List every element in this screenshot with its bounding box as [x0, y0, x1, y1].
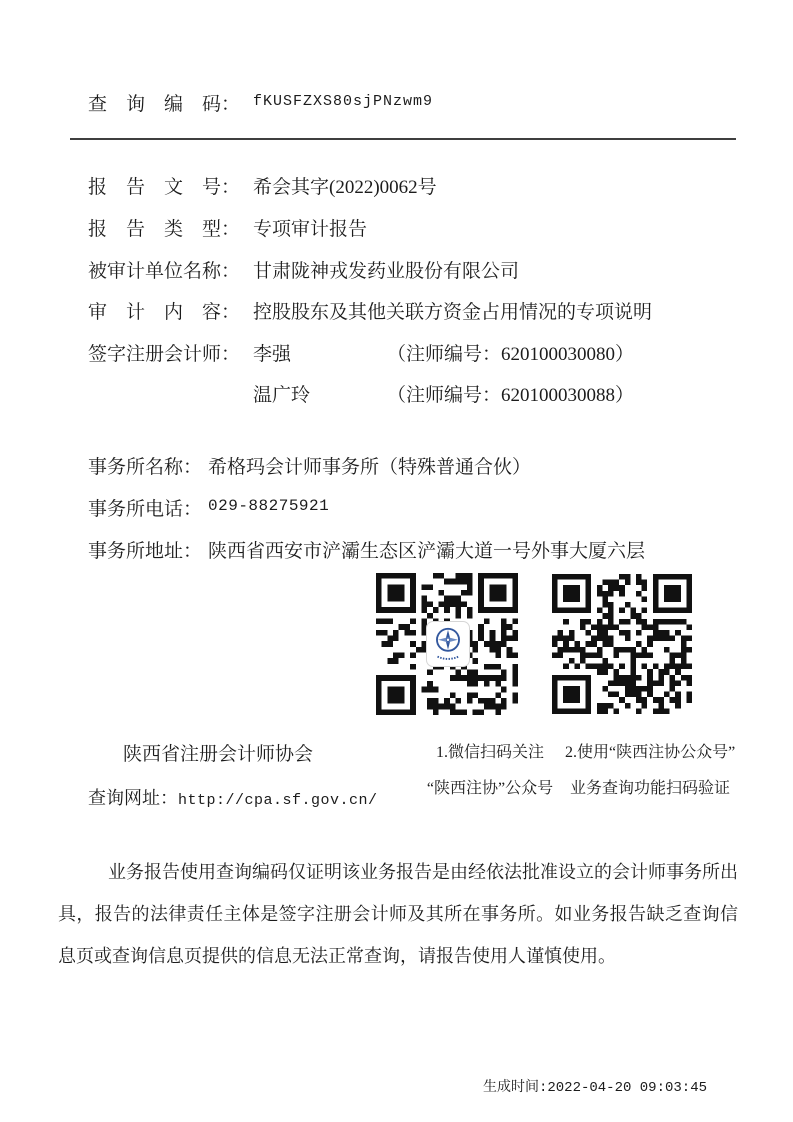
accountant-license: （注师编号：620100030088）	[387, 385, 635, 406]
disclaimer-line-2: 具，报告的法律责任主体是签字注册会计师及其所在事务所。如业务报告缺乏查询信	[58, 904, 738, 924]
audit-content-value: 控股股东及其他关联方资金占用情况的专项说明	[253, 302, 653, 323]
firm-address-row	[88, 536, 645, 560]
audit-content-label: 审计内容	[88, 302, 221, 323]
firm-name-row	[88, 452, 531, 476]
qr2-caption-line2: 业务查询功能扫码验证	[569, 780, 730, 797]
audited-entity-label: 被审计单位名称	[88, 261, 222, 282]
report-type-colon: ：	[221, 219, 241, 240]
report-type-value: 专项审计报告	[253, 219, 368, 240]
query-url-line	[88, 784, 378, 810]
verification-qr-code	[552, 574, 692, 714]
firm-name-value: 希格玛会计师事务所（特殊普通合伙）	[208, 457, 532, 478]
query-url-label: 查询网址：	[88, 788, 178, 808]
audit-content-colon: ：	[221, 302, 241, 323]
signing-accountant-row-1	[88, 339, 634, 363]
query-code-label: 查询编码	[88, 94, 221, 115]
accountant-license: （注师编号：620100030080）	[387, 344, 635, 365]
report-number-value: 希会其字(2022)0062号	[253, 177, 437, 198]
header-divider-line	[70, 138, 736, 140]
firm-name-label: 事务所名称：	[88, 457, 203, 478]
audited-entity-row	[88, 256, 519, 280]
firm-address-value: 陕西省西安市浐灞生态区浐灞大道一号外事大厦六层	[208, 541, 646, 562]
qr1-caption-line1: 1.微信扫码关注	[435, 744, 544, 761]
query-code-colon: ：	[221, 94, 241, 115]
audited-entity-value: 甘肃陇神戎发药业股份有限公司	[253, 261, 520, 282]
report-number-colon: ：	[221, 177, 241, 198]
generated-timestamp: 生成时间:2022-04-20 09:03:45	[482, 1080, 707, 1096]
signing-accountant-row-2	[88, 380, 634, 404]
signing-accountant-colon: ：	[221, 344, 241, 365]
wechat-follow-qr-code	[376, 573, 518, 715]
firm-phone-row	[88, 494, 329, 518]
report-type-label: 报告类型	[88, 219, 221, 240]
association-name: 陕西省注册会计师协会	[122, 744, 313, 765]
report-number-label: 报告文号	[88, 177, 221, 198]
shaanxi-cpa-association-logo	[426, 621, 470, 667]
audit-content-row	[88, 297, 652, 321]
qr2-caption-line1: 2.使用“陕西注协公众号”	[565, 744, 736, 761]
qr2-caption	[565, 739, 735, 811]
report-number-row	[88, 172, 437, 196]
signing-accountant-label: 签字注册会计师	[88, 344, 222, 365]
audited-entity-colon: ：	[221, 261, 241, 282]
disclaimer-line-1: 业务报告使用查询编码仅证明该业务报告是由经依法批准设立的会计师事务所出	[108, 862, 738, 882]
qr1-caption	[405, 739, 575, 811]
firm-phone-value: 029-88275921	[208, 497, 330, 515]
qr1-caption-line2: “陕西注协”公众号	[426, 780, 554, 797]
association-logo-icon	[427, 622, 469, 666]
report-type-row	[88, 214, 367, 238]
accountant-name: 温广玲	[253, 385, 311, 406]
query-code-row	[88, 89, 433, 113]
disclaimer-line-3: 息页或查询信息页提供的信息无法正常查询，请报告使用人谨慎使用。	[58, 946, 616, 966]
accountant-name: 李强	[253, 344, 292, 365]
query-code-value: fKUSFZXS80sjPNzwm9	[253, 93, 434, 110]
firm-address-label: 事务所地址：	[88, 541, 203, 562]
query-url-value: http://cpa.sf.gov.cn/	[178, 792, 378, 809]
firm-phone-label: 事务所电话：	[88, 499, 203, 520]
